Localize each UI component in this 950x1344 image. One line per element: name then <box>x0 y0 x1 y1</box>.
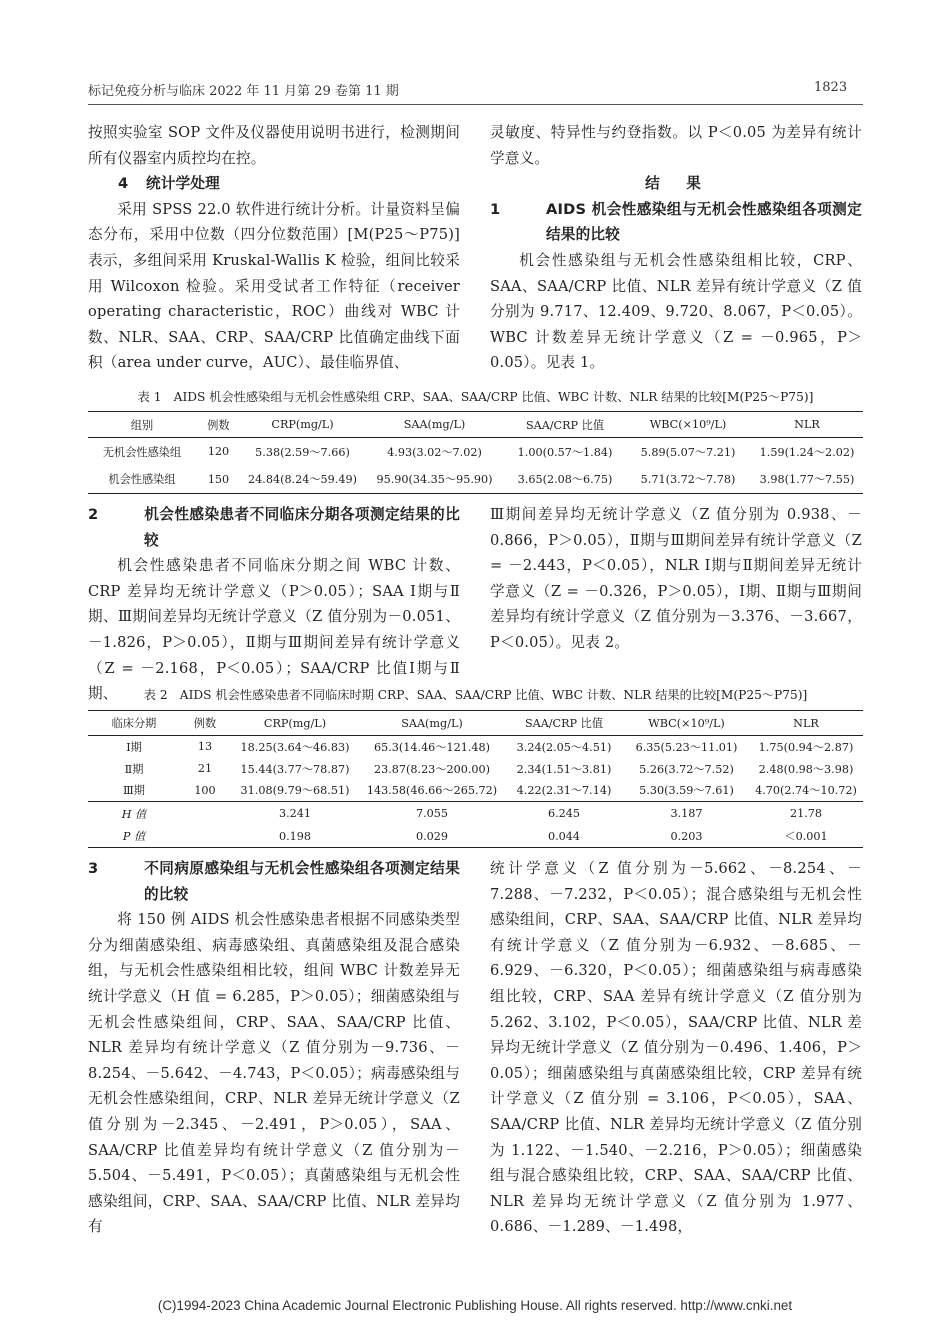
paragraph: 统计学意义（Z 值分别为－5.662、－8.254、－7.288、－7.232，P＜0.05）；混合感染组与无机会性感染组间，CRP、SAA、SAA/CRP 比值、NLR 差异均有统计学意义（Z 值分别为－6.932、－8.685、－6.929、－6.320，P＜0.05）；细菌感染组与病毒感染组比较，CRP、SAA 差异有统计学意义（Z 值分别为 5.262、3.102，P＜0.05），SAA/CRP 比值、NLR 差异均无统计学意义（Z 值分别为－0.496、1.406，P＞0.05）；细菌感染组与真菌感染组比较，CRP 差异有统计学意义（Z 值分别 = 3.106，P＜0.05），SAA、SAA/CRP 比值、NLR 差异均无统计学意义（Z 值分别为 1.122、－1.540、－2.216，P＞0.05）；细菌感染组与混合感染组比较，CRP、SAA、SAA/CRP 比值、NLR 差异均无统计学意义（Z 值分别为 1.977、0.686、－1.289、－1.498， <box>490 860 862 1236</box>
table-row: Ⅰ期 13 18.25(3.64～46.83) 65.3(14.46～121.48) 3.24(2.05～4.51) 6.35(5.23～11.01) 1.75(0.94～2.87) <box>126 740 854 754</box>
stats-row: H 值 3.241 7.055 6.245 3.187 21.78 <box>121 807 823 821</box>
left-column-lower <box>88 856 460 1240</box>
paragraph: 机会性感染组与无机会性感染组相比较，CRP、SAA、SAA/CRP 比值、NLR 差异有统计学意义（Z 值分别为 9.717、12.409、9.720、8.067，P＜0.05）。WBC 计数差异无统计学意义（Z = －0.965，P＞0.05）。见表 1。 <box>490 251 862 372</box>
section-heading-2: 2 机会性感染患者不同临床分期各项测定结果的比较 <box>88 506 460 549</box>
table-row: Ⅲ期 100 31.08(9.79～68.51) 143.58(46.66～265.72) 4.22(2.31～7.14) 5.30(3.59～7.61) 4.70(2.74～10.72) <box>88 780 863 802</box>
table-row: Ⅱ期 21 15.44(3.77～78.87) 23.87(8.23～200.00) 2.34(1.51～3.81) 5.26(3.72～7.52) 2.48(0.98～3.98) <box>124 762 854 776</box>
section-heading-3: 3 不同病原感染组与无机会性感染组各项测定结果的比较 <box>88 860 460 903</box>
copyright-footer: (C)1994-2023 China Academic Journal Electronic Publishing House. All rights reserved. http://www.cnki.net <box>157 1298 793 1313</box>
page-number: 1823 <box>814 80 848 95</box>
right-column-lower <box>490 856 862 1240</box>
paragraph: 机会性感染患者不同临床分期之间 WBC 计数、CRP 差异均无统计学意义（P＞0.05）；SAA Ⅰ期与Ⅱ期、Ⅲ期间差异均无统计学意义（Z 值分别为－0.051、－1.826，P＞0.05），Ⅱ期与Ⅲ期间差异有统计学意义（Z = －2.168，P＜0.05）；SAA/CRP 比值Ⅰ期与Ⅱ期、 <box>88 557 460 703</box>
stats-row: P 值 0.198 0.029 0.044 0.203 ＜0.001 <box>88 826 863 848</box>
table-1-caption: 表 1 AIDS 机会性感染组与无机会性感染组 CRP、SAA、SAA/CRP 比值、WBC 计数、NLR 结果的比较[M(P25～P75)] <box>137 390 814 404</box>
header-rule <box>88 104 863 105</box>
results-heading: 结 果 <box>645 175 707 193</box>
paragraph: 按照实验室 SOP 文件及仪器使用说明书进行，检测期间所有仪器室内质控均在控。 <box>88 124 460 167</box>
table-2 <box>88 710 863 848</box>
left-column-upper <box>88 120 460 376</box>
right-column-middle <box>490 502 862 656</box>
table-1 <box>88 411 863 494</box>
table-header-row: 组别 例数 CRP(mg/L) SAA(mg/L) SAA/CRP 比值 WBC(×10⁹/L) NLR <box>88 412 863 438</box>
section-heading-1: 1 AIDS 机会性感染组与无机会性感染组各项测定结果的比较 <box>490 200 862 244</box>
table-row: 无机会性感染组 120 5.38(2.59～7.66) 4.93(3.02～7.02) 1.00(0.57～1.84) 5.89(5.07～7.21) 1.59(1.24～2.02) <box>102 445 855 459</box>
table-header-row: 临床分期 例数 CRP(mg/L) SAA(mg/L) SAA/CRP 比值 WBC(×10⁹/L) NLR <box>88 711 863 736</box>
table-2-caption: 表 2 AIDS 机会性感染患者不同临床时期 CRP、SAA、SAA/CRP 比值、WBC 计数、NLR 结果的比较[M(P25～P75)] <box>143 688 808 702</box>
paragraph: 将 150 例 AIDS 机会性感染患者根据不同感染类型分为细菌感染组、病毒感染组、真菌感染组及混合感染组，与无机会性感染组相比较，组间 WBC 计数差异无统计学意义（H 值 = 6.285，P＞0.05）；细菌感染组与无机会性感染组间，CRP、SAA、SAA/CRP 比值、NLR 差异均有统计学意义（Z 值分别为－9.736、－8.254、－5.642、－4.743，P＜0.05）；病毒感染组与无机会性感染组间，CRP、NLR 差异无统计学意义（Z 值分别为－2.345、－2.491，P＞0.05），SAA、SAA/CRP 比值差异均有统计学意义（Z 值分别为－5.504、－5.491，P＜0.05）；真菌感染组与无机会性感染组间，CRP、SAA、SAA/CRP 比值、NLR 差异均有 <box>88 911 460 1236</box>
table-row: 机会性感染组 150 24.84(8.24～59.49) 95.90(34.35～95.90) 3.65(2.08～6.75) 5.71(3.72～7.78) 3.98(1.77～7.55) <box>88 466 863 494</box>
right-column-upper <box>490 120 862 376</box>
left-column-middle <box>88 502 460 707</box>
paragraph: 灵敏度、特异性与约登指数。以 P＜0.05 为差异有统计学意义。 <box>490 124 862 167</box>
section-heading-4: 4 统计学处理 <box>118 175 220 193</box>
paragraph: Ⅲ期间差异均无统计学意义（Z 值分别为 0.938、－0.866，P＞0.05），Ⅱ期与Ⅲ期间差异有统计学意义（Z = －2.443，P＜0.05），NLR Ⅰ期与Ⅱ期间差异无统计学意义（Z = －0.326，P＞0.05），Ⅰ期、Ⅱ期与Ⅲ期间差异均有统计学意义（Z 值分别为－3.376、－3.667，P＜0.05）。见表 2。 <box>490 506 862 651</box>
journal-header: 标记免疫分析与临床 2022 年 11 月第 29 卷第 11 期 <box>88 84 399 99</box>
paragraph: 采用 SPSS 22.0 软件进行统计分析。计量资料呈偏态分布，采用中位数（四分位数范围）[M(P25～P75)]表示，多组间采用 Kruskal-Wallis K 检验，组间比较采用 Wilcoxon 检验。采用受试者工作特征（receiver operating characteristic，ROC）曲线对 WBC 计数、NLR、SAA、CRP、SAA/CRP 比值确定曲线下面积（area under curve，AUC）、最佳临界值、 <box>88 200 460 372</box>
